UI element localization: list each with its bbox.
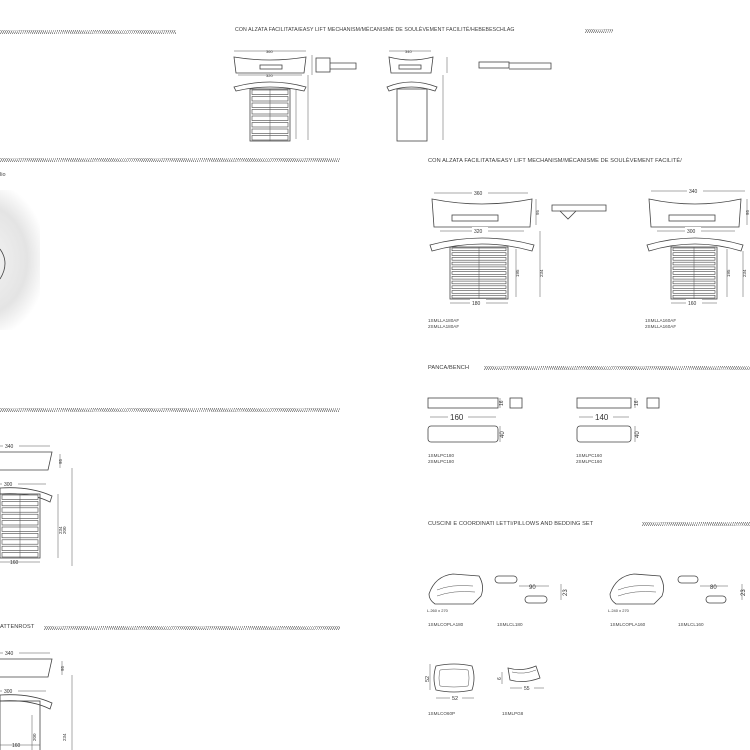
bench-drawing-2 [575,392,685,452]
svg-text:95: 95 [60,665,65,671]
svg-text:140: 140 [595,413,609,422]
svg-text:360: 360 [474,191,483,197]
lattenrost-hatch [44,626,340,630]
bedding-code-cover-2: 1SMLCOPLA160 [610,622,646,627]
svg-text:80: 80 [710,585,717,591]
bedding-set-1 [425,570,585,620]
svg-text:340: 340 [689,189,698,195]
easy-lift-codes-2: 1SMLLA160AF 2SMLLA160AF [645,318,677,329]
svg-text:L.240 x 270: L.240 x 270 [608,608,629,613]
bench-hatch [484,366,750,370]
svg-text:160: 160 [10,560,19,566]
pillows-title: CUSCINI E COORDINATI LETTI/PILLOWS AND BEDDING SET [428,521,594,527]
left-bed-drawing-1 [0,438,80,578]
left-bed-drawing-2 [0,645,80,750]
svg-text:234: 234 [742,269,747,277]
lattenrost-title: ATTENROST [0,624,35,630]
bedding-code-pillow-2: 1SMLCL160 [678,622,704,627]
cushion-code-2: 1SMLPG8 [502,711,524,716]
svg-text:6: 6 [497,677,503,680]
svg-text:180: 180 [472,301,481,307]
svg-text:340: 340 [5,444,14,450]
svg-text:40: 40 [635,431,641,438]
svg-text:160: 160 [12,743,21,749]
easy-lift-codes-1: 1SMLLA180AF 2SMLLA180AF [428,318,460,329]
svg-text:200: 200 [32,733,37,741]
top-bed-drawing-1 [230,45,370,145]
bench-codes-1: 1SMLPC180 2SMLPC180 [428,453,455,464]
svg-text:234: 234 [539,269,544,277]
svg-text:16: 16 [499,400,505,406]
pillows-hatch [642,522,750,526]
bedding-set-2 [606,570,750,620]
cushion-drawing-2 [496,662,566,702]
svg-text:234: 234 [58,526,63,534]
cushion-code-1: 1SMLCO60P [428,711,456,716]
svg-text:L.260 x 270: L.260 x 270 [427,608,448,613]
cushion-drawing-1 [424,660,494,705]
svg-text:340: 340 [405,49,412,54]
svg-text:360: 360 [266,49,273,54]
svg-text:23: 23 [741,589,747,596]
svg-text:16: 16 [634,400,640,406]
svg-text:40: 40 [500,431,506,438]
easy-lift-bed-1 [428,185,608,315]
bench-drawing-1 [426,392,536,452]
partial-arc [0,245,10,285]
svg-text:300: 300 [687,229,696,235]
svg-text:200: 200 [62,526,67,534]
bench-title: PANCA/BENCH [428,365,470,371]
top-title-hatch [585,29,613,33]
svg-text:300: 300 [4,482,13,488]
svg-text:320: 320 [474,229,483,235]
svg-text:23: 23 [563,589,569,596]
left-partial-label: lio [0,172,6,178]
svg-text:52: 52 [425,675,431,682]
top-left-hatch [0,30,176,34]
left-section-hatch-1 [0,158,340,162]
svg-text:95: 95 [745,209,750,215]
svg-text:320: 320 [266,73,273,78]
top-title: CON ALZATA FACILITATA/EASY LIFT MECHANISM/MÉCANISME DE SOULÈVEMENT FACILITÉ/HEBEBESCHLAG [235,27,515,33]
svg-text:340: 340 [5,651,14,657]
svg-text:52: 52 [452,696,459,702]
svg-text:95: 95 [58,458,63,464]
top-bed-drawing-2 [385,45,565,145]
bench-codes-2: 1SMLPC160 2SMLPC160 [576,453,603,464]
svg-text:95: 95 [535,209,540,215]
svg-text:300: 300 [4,689,13,695]
bedding-code-pillow-1: 1SMLCL180 [497,622,523,627]
svg-text:195: 195 [726,269,731,277]
easy-lift-bed-2 [645,185,750,315]
svg-text:195: 195 [515,269,520,277]
svg-text:160: 160 [688,301,697,307]
easy-lift-title: CON ALZATA FACILITATA/EASY LIFT MECHANISM/MÉCANISME DE SOULÈVEMENT FACILITÉ/ [428,158,682,164]
bedding-code-cover-1: 1SMLCOPLA180 [428,622,464,627]
svg-text:234: 234 [62,733,67,741]
svg-text:55: 55 [524,686,530,692]
svg-text:160: 160 [450,413,464,422]
left-section-hatch-2 [0,408,340,412]
svg-text:90: 90 [529,585,536,591]
